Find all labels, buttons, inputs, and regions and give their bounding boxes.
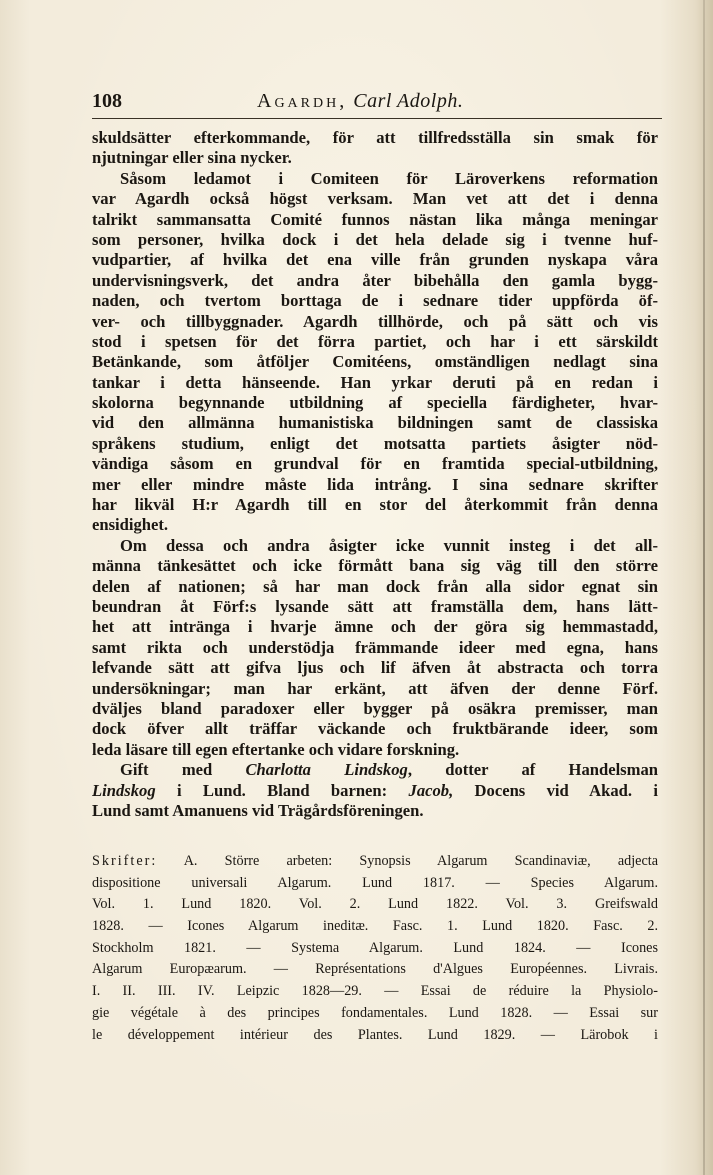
running-head: [257, 90, 463, 113]
running-head-given-name: Carl Adolph.: [353, 90, 464, 112]
writings-line: Vol. 1. Lund 1820. Vol. 2. Lund 1822. Vol. 3. Greifswald: [92, 896, 658, 913]
body-line: ver- och tillbyggnader. Agardh tillhörde, och på sätt och vis: [92, 311, 658, 331]
marriage-line-3: Lund samt Amanuens vid Trägårdsföreningen.: [92, 800, 424, 820]
body-line: undersökningar; man har erkänt, att äfven der denne Förf.: [92, 678, 658, 698]
spouse-name: Charlotta Lindskog: [245, 760, 408, 780]
writings-text: A. Större arbeten: Synopsis Algarum Scandinaviæ, adjecta: [183, 853, 658, 869]
marriage-prefix: Gift med: [120, 760, 246, 780]
body-line: språkens studium, enligt det motsatta partiets åsigter nöd-: [92, 433, 658, 453]
father-in-law-name: Lindskog: [92, 780, 156, 800]
body-line: leda läsare till egen eftertanke och vidare forskning.: [92, 739, 460, 759]
writings-line: Algarum Europæarum. — Représentations d'Algues Européennes. Livrais.: [92, 961, 658, 978]
page-header: [92, 90, 662, 119]
writings-line: I. II. III. IV. Leipzic 1828—29. — Essai de réduire la Physiolo-: [92, 983, 658, 1000]
body-line: vändiga såsom en grundval för en framtida special-utbildning,: [92, 454, 658, 474]
child-title: Docens vid Akad. i: [453, 780, 658, 800]
page-number: 108: [92, 90, 122, 112]
writings-line: Stockholm 1821. — Systema Algarum. Lund 1824. — Icones: [92, 939, 658, 956]
body-line: delen af nationen; så har man dock från alla sidor egnat sin: [92, 576, 658, 596]
body-lines: [92, 128, 658, 760]
running-head-surname: Agardh,: [257, 90, 348, 112]
marriage-suffix: , dotter af Handelsman: [407, 760, 658, 780]
body-line: undervisningsverk, det andra åter bibehålla den gamla bygg-: [92, 270, 658, 290]
body-line: vudpartier, af hvilka det ena ville från grunden nyskapa våra: [92, 250, 658, 270]
child-name: Jacob,: [408, 780, 454, 800]
body-line: mer eller mindre måste lida intrång. I sina sednare skrifter: [92, 474, 658, 494]
writings-line: 1828. — Icones Algarum ineditæ. Fasc. 1. Lund 1820. Fasc. 2.: [92, 918, 658, 935]
marriage-mid: i Lund. Bland barnen:: [155, 780, 409, 800]
writings-label: Skrifter:: [92, 853, 158, 869]
writings-section: [92, 851, 658, 1046]
body-line: ensidighet.: [92, 515, 169, 535]
body-line: skolorna begynnande utbildning af speciella färdigheter, hvar-: [92, 393, 658, 413]
body-line: männa tänkesättet och icke förmått bana sig väg till den större: [92, 556, 658, 576]
body-line: beundran åt Förf:s lysande sätt att framställa dem, hans lätt-: [92, 596, 658, 616]
body-line: talrikt sammansatta Comité funnos nästan lika många meningar: [92, 209, 658, 229]
body-line: samt rikta och understödja främmande ideer med egna, hans: [92, 637, 658, 657]
body-line: Betänkande, som åtföljer Comitéens, omständligen nedlagt sina: [92, 352, 658, 372]
writings-line: dispositione universali Algarum. Lund 1817. — Species Algarum.: [92, 874, 658, 891]
marriage-line-1: [92, 760, 658, 780]
body-line: var Agardh också högst verksam. Man vet att det i denna: [92, 189, 658, 209]
writings-line: le développement intérieur des Plantes. Lund 1829. — Lärobok i: [92, 1026, 658, 1043]
body-text: [92, 128, 658, 821]
body-line: dock öfver allt träffar väckande och fruktbärande ideer, som: [92, 719, 658, 739]
writings-line: [92, 851, 658, 873]
page-edge-shadow: [703, 0, 705, 1175]
body-line: skuldsätter efterkommande, för att tillfredsställa sin smak för: [92, 128, 658, 147]
writings-lines: [92, 851, 658, 1046]
body-line: dväljes bland paradoxer eller bygger på osäkra premisser, man: [92, 698, 658, 718]
body-line: naden, och tvertom borttaga de i sednare tider uppförda öf-: [92, 291, 658, 311]
body-line: Såsom ledamot i Comiteen för Läroverkens reformation: [120, 168, 658, 188]
body-line: Om dessa och andra åsigter icke vunnit insteg i det all-: [120, 535, 658, 555]
body-line: vid den allmänna humanistiska bildningen samt de classiska: [92, 413, 658, 433]
body-line: som personer, hvilka dock i det hela delade sig i tvenne huf-: [92, 229, 658, 249]
body-line: het att intränga i hvarje ämne och der göra sig hemmastadd,: [92, 617, 658, 637]
body-line: tankar i detta hänseende. Han yrkar deruti på en redan i: [92, 372, 658, 392]
body-line: njutningar eller sina nycker.: [92, 148, 292, 168]
writings-line: gie végétale à des principes fondamentales. Lund 1828. — Essai sur: [92, 1004, 658, 1021]
body-line: stod i spetsen för det förra partiet, och har i ett särskildt: [92, 331, 658, 351]
marriage-line-2: [92, 781, 658, 801]
body-line: lefvande sätt att gifva ljus och lif äfven åt abstracta och torra: [92, 658, 658, 678]
body-line: har likväl H:r Agardh till en stor del återkommit från denna: [92, 495, 658, 515]
